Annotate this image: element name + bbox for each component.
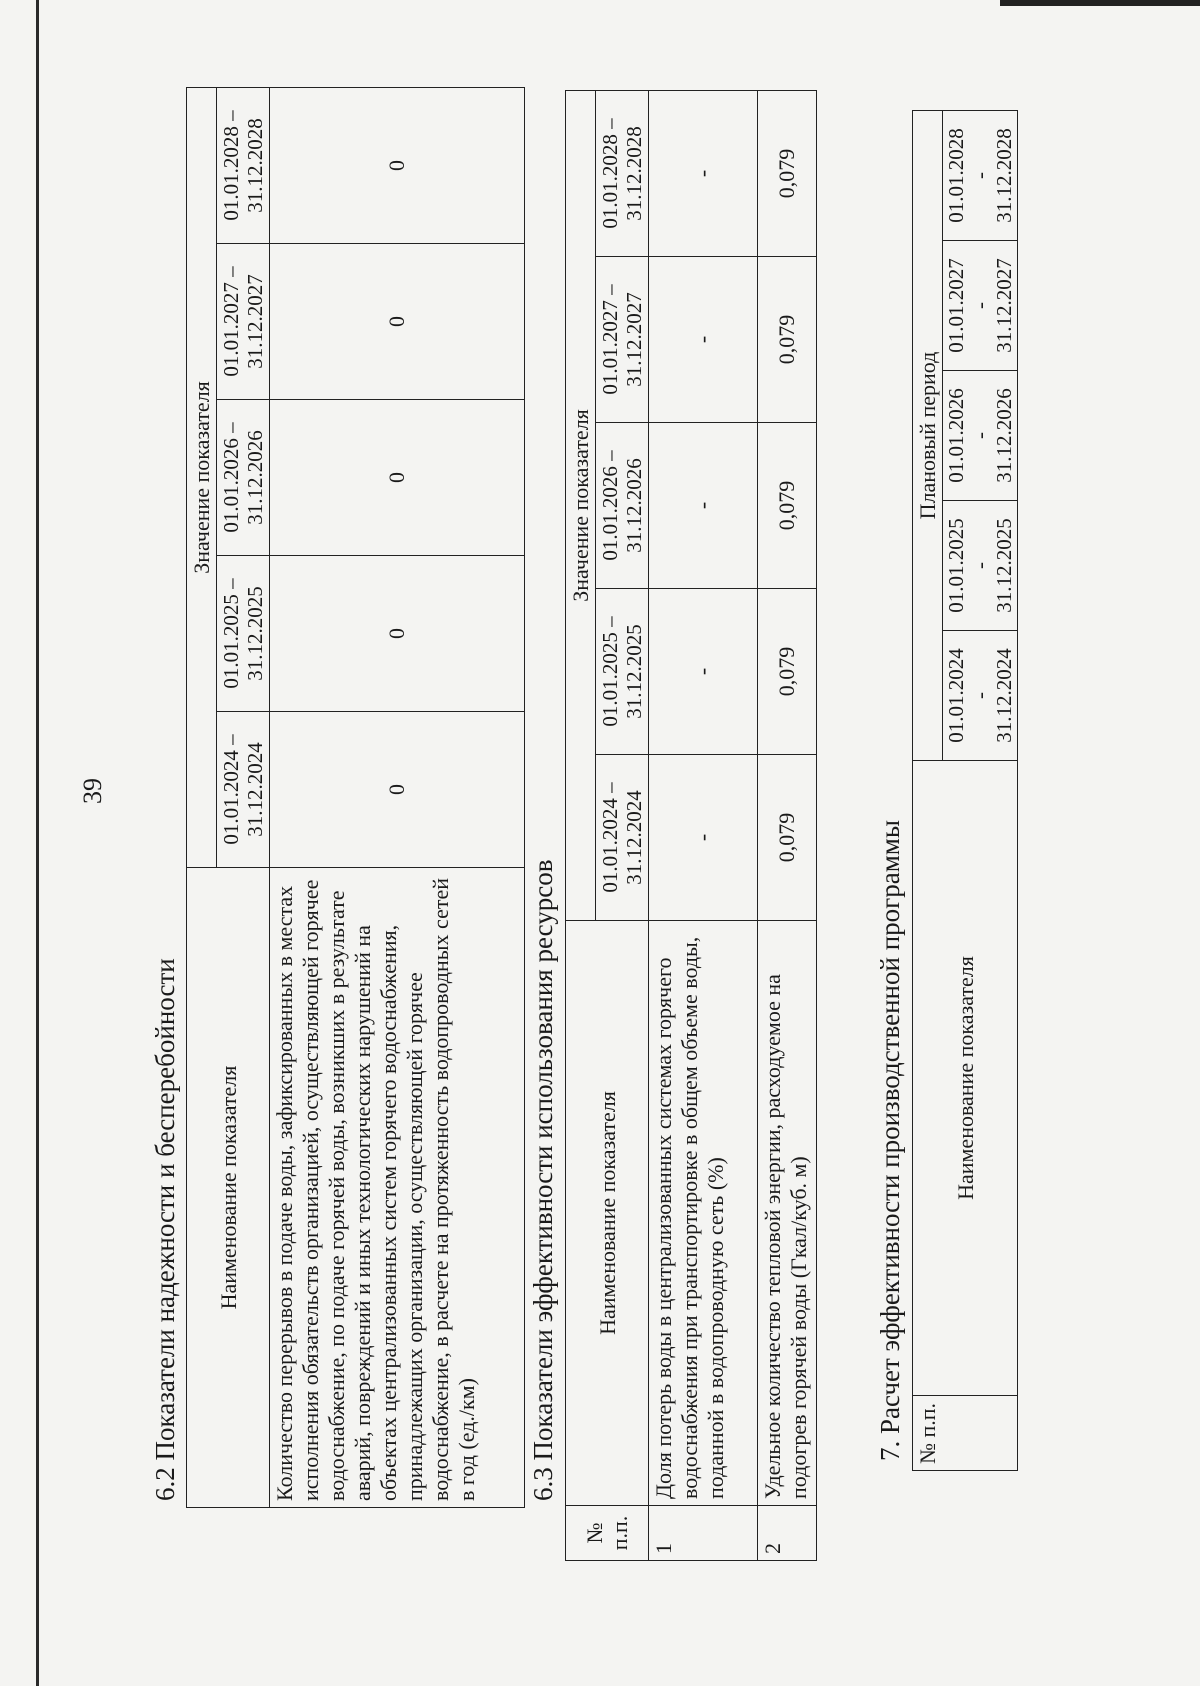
row-name: Доля потерь воды в централизованных системах горячего водоснабжения при транспортировке в общем объеме воды, поданной в водопроводную сеть (%) — [649, 921, 758, 1506]
period-dash: - — [968, 692, 992, 699]
row-num: 1 — [649, 1506, 758, 1561]
period-header — [943, 501, 1018, 631]
period-header: 01.01.2028 – 31.12.2028 — [217, 87, 270, 243]
period-dash: - — [968, 172, 992, 179]
period-header — [943, 241, 1018, 371]
cell-value: 0,079 — [758, 423, 817, 589]
cell-value: 0,079 — [758, 90, 817, 256]
cell-value: 0,079 — [758, 257, 817, 423]
period-end: 31.12.2026 — [992, 388, 1016, 483]
period-header: 01.01.2028 – 31.12.2028 — [596, 90, 649, 256]
section-63-title: 6.3 Показатели эффективности использования ресурсов — [528, 859, 558, 1501]
period-header: 01.01.2024 – 31.12.2024 — [217, 712, 270, 868]
row-num: 2 — [758, 1506, 817, 1561]
cell-value: 0 — [270, 712, 525, 868]
period-start: 01.01.2028 — [944, 128, 968, 223]
period-header: 01.01.2027 – 31.12.2027 — [596, 257, 649, 423]
period-end: 31.12.2027 — [992, 258, 1016, 353]
row-name: Количество перерывов в подаче воды, зафиксированных в местах исполнения обязательств организацией, осуществляющей горячее водоснабжение, по подаче горячей воды, возникших в результате аварий, повреждений и иных технологических нарушений на объектах централизованных систем горячего водоснабжения, принадлежащих организации, осуществляющей горячее водоснабжение, в расчете на протяженность водопроводных сетей в год (ед./км) — [270, 868, 525, 1508]
period-header: 01.01.2026 – 31.12.2026 — [217, 400, 270, 556]
period-start: 01.01.2027 — [944, 258, 968, 353]
period-start: 01.01.2026 — [944, 388, 968, 483]
col-header-num: № п.п. — [566, 1506, 649, 1561]
period-header — [943, 371, 1018, 501]
cell-value: - — [649, 90, 758, 256]
col-header-value: Значение показателя — [187, 87, 217, 867]
period-dash: - — [968, 302, 992, 309]
row-name: Удельное количество тепловой энергии, расходуемое на подогрев горячей воды (Гкал/куб. м) — [758, 921, 817, 1506]
cell-value: 0 — [270, 400, 525, 556]
cell-value: 0 — [270, 244, 525, 400]
cell-value: 0,079 — [758, 589, 817, 755]
period-start: 01.01.2024 — [944, 648, 968, 743]
cell-value: 0,079 — [758, 755, 817, 921]
col-header-name: Наименование показателя — [566, 921, 649, 1506]
page-number: 39 — [78, 778, 107, 804]
table-efficiency — [565, 90, 817, 1561]
section-62-title: 6.2 Показатели надежности и бесперебойности — [150, 958, 180, 1501]
cell-value: 0 — [270, 556, 525, 712]
period-header: 01.01.2024 – 31.12.2024 — [596, 755, 649, 921]
period-header: 01.01.2025 – 31.12.2025 — [217, 556, 270, 712]
cell-value: - — [649, 589, 758, 755]
col-header-name: Наименование показателя — [913, 761, 1018, 1396]
period-end: 31.12.2024 — [992, 648, 1016, 743]
period-header — [943, 631, 1018, 761]
cell-value: - — [649, 755, 758, 921]
period-start: 01.01.2025 — [944, 518, 968, 613]
period-header: 01.01.2026 – 31.12.2026 — [596, 423, 649, 589]
period-header: 01.01.2025 – 31.12.2025 — [596, 589, 649, 755]
period-header — [943, 110, 1018, 240]
table-program-efficiency — [912, 110, 1018, 1471]
cell-value: - — [649, 423, 758, 589]
col-header-value: Значение показателя — [566, 90, 596, 920]
cell-value: - — [649, 257, 758, 423]
section-7-title: 7. Расчет эффективности производственной программы — [875, 819, 905, 1461]
cell-value: 0 — [270, 87, 525, 243]
period-header: 01.01.2027 – 31.12.2027 — [217, 244, 270, 400]
period-dash: - — [968, 562, 992, 569]
period-end: 31.12.2025 — [992, 518, 1016, 613]
period-end: 31.12.2028 — [992, 128, 1016, 223]
col-header-num: № п.п. — [913, 1396, 1018, 1471]
col-header-name: Наименование показателя — [187, 868, 270, 1508]
table-reliability — [186, 87, 525, 1508]
col-header-period: Плановый период — [913, 110, 943, 760]
period-dash: - — [968, 432, 992, 439]
